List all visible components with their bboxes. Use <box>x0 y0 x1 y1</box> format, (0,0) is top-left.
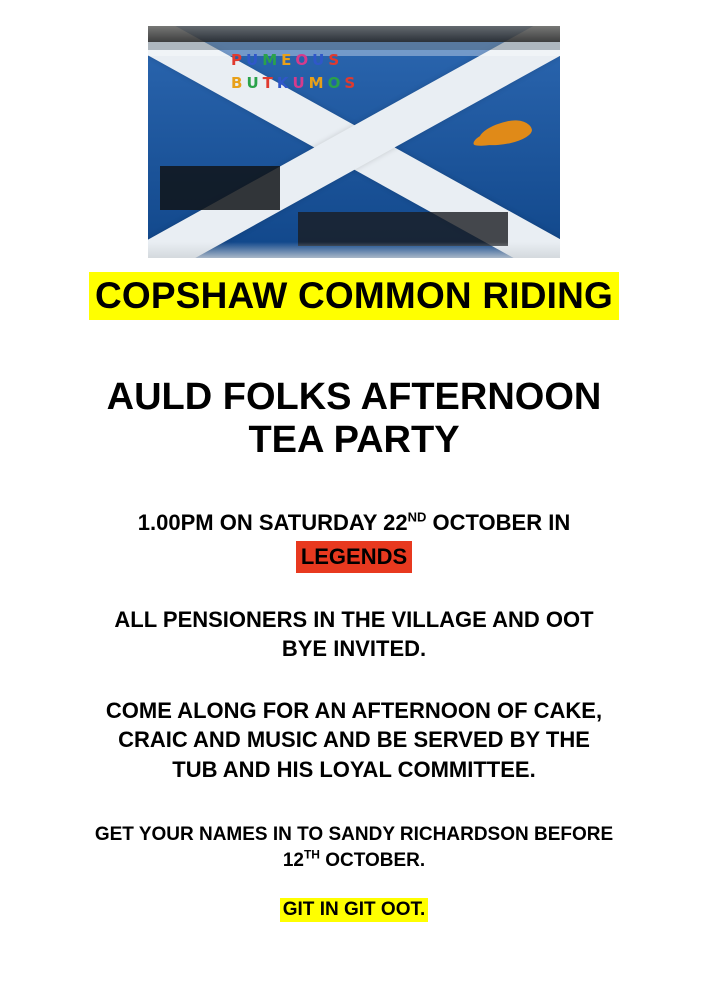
rsvp-line2 <box>30 848 678 874</box>
poster-subtitle <box>40 376 668 462</box>
closing-slogan-text: GIT IN GIT OOT. <box>280 898 429 922</box>
event-datetime-line <box>40 508 668 538</box>
photo-bottom-band <box>148 242 560 258</box>
photo-top-band <box>148 26 560 42</box>
banner-letter: E <box>281 51 292 69</box>
poster-title <box>44 272 664 320</box>
details-line3: TUB AND HIS LOYAL COMMITTEE. <box>172 756 536 782</box>
details-paragraph <box>40 696 668 784</box>
rsvp-paragraph <box>30 822 678 874</box>
banner-letter: O <box>327 74 341 92</box>
party-banner-letters <box>230 52 410 112</box>
poster-subtitle-line2: TEA PARTY <box>248 418 460 461</box>
invitation-line2: BYE INVITED. <box>281 636 427 662</box>
banner-letter: P <box>231 51 242 69</box>
banner-letter: M <box>262 51 278 69</box>
photo-dark-panel-bottom <box>298 212 508 246</box>
banner-letter: U <box>292 74 305 92</box>
details-line1: COME ALONG FOR AN AFTERNOON OF CAKE, <box>105 698 603 723</box>
banner-letter: U <box>312 51 325 69</box>
invitation-line1: ALL PENSIONERS IN THE VILLAGE AND OOT <box>114 607 594 632</box>
photo-top-band-secondary <box>148 42 560 50</box>
invitation-paragraph <box>40 605 668 664</box>
poster-title-text: COPSHAW COMMON RIDING <box>89 272 619 320</box>
closing-slogan <box>40 898 668 922</box>
event-datetime-prefix: 1.00PM ON SATURDAY 22 <box>137 510 408 535</box>
banner-letter: K <box>276 74 289 92</box>
rsvp-deadline-month: OCTOBER. <box>319 850 426 872</box>
event-venue: LEGENDS <box>296 541 412 574</box>
rsvp-deadline-ordinal: TH <box>303 847 320 862</box>
banner-letter: U <box>246 51 259 69</box>
banner-letter: S <box>344 74 356 92</box>
saltire-flag-photo <box>148 26 560 258</box>
banner-letter: B <box>231 74 243 92</box>
details-line2: CRAIC AND MUSIC AND BE SERVED BY THE <box>118 727 590 753</box>
banner-letter: M <box>308 74 324 92</box>
photo-dark-panel-left <box>160 166 280 210</box>
banner-letter: S <box>328 51 340 69</box>
event-venue-line <box>40 538 668 574</box>
rsvp-line1: GET YOUR NAMES IN TO SANDY RICHARDSON BEFORE <box>94 824 614 845</box>
event-datetime-suffix: OCTOBER IN <box>426 510 571 535</box>
banner-letter: T <box>262 74 273 92</box>
banner-letter: U <box>246 74 259 92</box>
poster-subtitle-line1: AULD FOLKS AFTERNOON <box>106 376 602 418</box>
banner-letter: O <box>295 51 309 69</box>
rsvp-deadline-day: 12 <box>282 850 304 872</box>
event-date-ordinal: ND <box>407 509 427 525</box>
event-datetime <box>40 508 668 573</box>
